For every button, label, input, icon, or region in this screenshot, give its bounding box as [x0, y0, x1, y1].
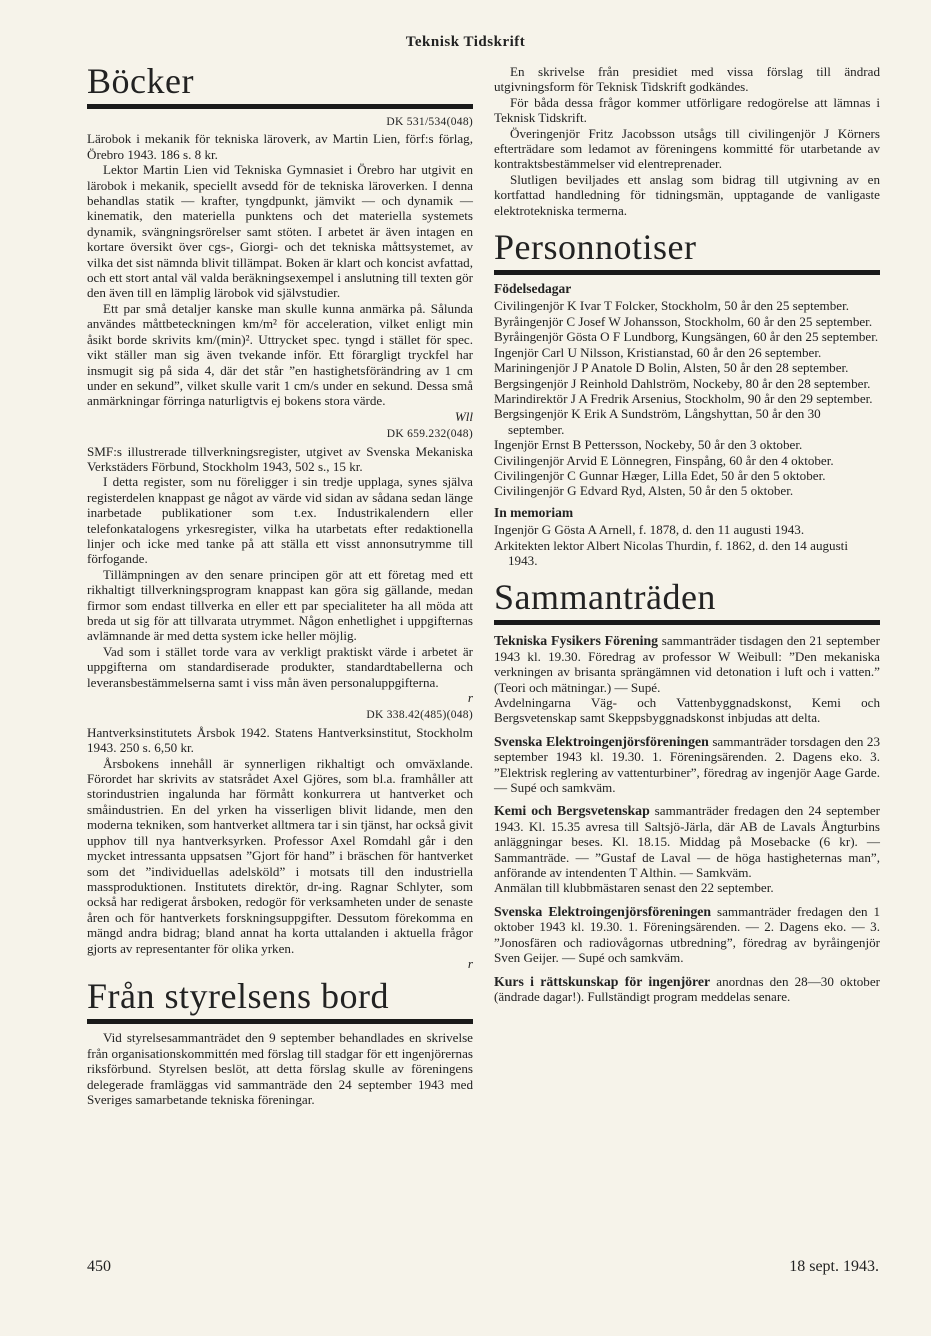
- meeting-extra: Anmälan till klubbmästaren senast den 22 september.: [494, 880, 774, 896]
- list-item: Bergsingenjör K Erik A Sundström, Långshyttan, 50 år den 30 september.: [494, 406, 821, 437]
- board-paragraph: För båda dessa frågor kommer utförligare redogörelse att lämnas i Teknisk Tidskrift.: [494, 94, 880, 126]
- meeting-text: sammanträder fredagen den 1 oktober 1943 kl. 19.30. 1. Föreningsärenden. — 2. Dagens eko. — 3. ”Jonosfären och radiovågornas utbredning”, föredrag av byråingenjör Sven Geijer. — Supé och samkväm.: [494, 903, 880, 966]
- meeting-organizer: Kurs i rättskunskap för ingenjörer: [494, 973, 711, 989]
- meeting-notice: [494, 734, 880, 796]
- meeting-text: sammanträder tisdagen den 21 september 1943 kl. 19.30. Föredrag av professor W Weibull: ”Den mekaniska verkningen av brisanta sprängämnen vid detonation i luft och i vatten.” (Teori och mätningar.) — Supé.: [494, 633, 880, 695]
- meeting-extra: Avdelningarna Väg- och Vattenbyggnadskonst, Kemi och Bergsvetenskap samt Skeppsbyggnadskonst inbjudas att delta.: [494, 695, 880, 726]
- review-heading: SMF:s illustrerade tillverkningsregister, utgivet av Svenska Mekaniska Verkstäders Förbund, Stockholm 1943, 502 s., 15 kr.: [87, 443, 473, 474]
- list-item: Marindirektör J A Fredrik Arsenius, Stockholm, 90 år den 29 september.: [494, 390, 873, 406]
- review-signature: Wll: [454, 408, 473, 424]
- memoriam-heading: In memoriam: [494, 504, 574, 520]
- review-paragraph: Lektor Martin Lien vid Tekniska Gymnasiet i Örebro har utgivit en lärobok i mekanik, speciellt avsedd för de tekniska läroverken. I denna behandlas statik — krafter, tyngdpunkt, jämvikt — och dynamik — kinematik, den materiella punktens och det materiella systemets dynamik, svängningsrörelser samt stöten. I arbetet är även intagen en kortare översikt över cgs-, Giorgi- och det tekniska måttsystemet, av vilka det sist nämnda blivit tillämpat. Boken är klart och koncist avfattad, och ett stort antal väl valda beräkningsexempel i anslutning till texten gör den även till en lämplig lärobok vid självstudier.: [87, 162, 473, 301]
- section-rule: [494, 620, 880, 625]
- meeting-notice: [494, 633, 880, 725]
- board-paragraph: Vid styrelsesammanträdet den 9 september behandlades en skrivelse från organisationskommittén med förslag till stadgar för ett ingenjörernas riksförbund. Styrelsen beslöt, att detta förslag skulle av föreningens delegerade framläggas vid sammanträde den 24 september 1943 med Sveriges samarbetande tekniska föreningar.: [87, 1030, 473, 1107]
- dk-classification: DK 338.42(485)(048): [366, 709, 473, 722]
- review-paragraph: Årsbokens innehåll är synnerligen rikhaltigt och omväxlande. Förordet har skrivits av statsrådet Axel Gjöres, som bl.a. framhåller att storindustrien ingalunda har förmått konkurrera ut hantverket och småindustrien. En del yrken ha visserligen blivit lidande, men den moderna tekniken, som hantverket alltmera tar i sin tjänst, har också givit upphov till nya hantverksyrken. Professor Axel Romdahl går i den mycket intressanta uppsatsen ”Gjort för hand” i bräschen för hantverket som det ”individuellas adelsköld” i motsats till den industriella massproduktionen. Institutets direktör, dr-ing. Ragnar Schlyter, som också har redigerat årsboken, redogör för verksamheten under de senaste åren och för hantverkets forskningsuppgifter. Dessutom förekomma en mängd andra bidrag; bland annat ha korta uttalanden i aktuella frågor gjorts av representanter för olika yrken.: [87, 755, 473, 956]
- review-paragraph: Vad som i stället torde vara av verkligt praktiskt värde i arbetet är uppgifterna om standardiserade produkter, standardtabellerna och leveransbestämmelserna samt i viss mån även personaluppgifterna.: [87, 643, 473, 690]
- meeting-text: sammanträder fredagen den 24 september 1943. Kl. 15.35 avresa till Saltsjö-Järla, där AB de Lavals Ångturbins anläggningar beses. Kl. 18.15. Middag på Mosebacke (6 kr). — Sammanträde. — ”Gustaf de Laval — de höga hastigheternas man”, anförande av intendenten T Althin. — Samkväm.: [494, 803, 880, 881]
- list-item: Mariningenjör J P Anatole D Bolin, Alsten, 50 år den 28 september.: [494, 360, 849, 376]
- meeting-organizer: Tekniska Fysikers Förening: [494, 633, 659, 649]
- list-item: Byråingenjör C Josef W Johansson, Stockholm, 60 år den 25 september.: [494, 313, 873, 329]
- list-item: Civilingenjör G Edvard Ryd, Alsten, 50 år den 5 oktober.: [494, 483, 794, 499]
- list-item: Civilingenjör C Gunnar Hæger, Lilla Edet, 50 år den 5 oktober.: [494, 467, 826, 483]
- list-item: Civilingenjör K Ivar T Folcker, Stockholm, 50 år den 25 september.: [494, 298, 850, 314]
- book-review: [87, 708, 473, 971]
- board-paragraph: En skrivelse från presidiet med vissa förslag till ändrad utgivningsform för Teknisk Tidskrift godkändes.: [494, 64, 880, 95]
- review-heading: Lärobok i mekanik för tekniska läroverk, av Martin Lien, förf:s förlag, Örebro 1943. 186 s. 8 kr.: [87, 131, 473, 162]
- review-paragraph: Ett par små detaljer kanske man skulle kunna anmärka på. Sålunda användes måttbeteckningen km/m² för acceleration, vilket enligt min åsikt borde skrivits km/(min)². Uttrycket spec. tyngd i stället för spec. vikt ställer man sig även tvekande inför. Ett förargligt tryckfel har insmugit sig på sida 4, där det står ”en hastighetsförändring av 1 cm under en sekund”, vilket skulle varit 1 cm/s under en sekund. Dessa små anmärkningar förringa naturligtvis ej bokens stora värde.: [87, 300, 473, 409]
- section-rule: [87, 1019, 473, 1024]
- meeting-text: anordnas den 28—30 oktober (ändrade dagar!). Fullständigt program meddelas senare.: [494, 973, 880, 1004]
- page-number: 450: [87, 1258, 111, 1275]
- issue-date: 18 sept. 1943.: [789, 1258, 879, 1275]
- list-item: Arkitekten lektor Albert Nicolas Thurdin, f. 1862, d. den 14 augusti 1943.: [494, 537, 848, 568]
- birthdays-heading: Födelsedagar: [494, 281, 572, 297]
- meeting-text: sammanträder torsdagen den 23 september 1943 kl. 19.30. 1. Föreningsärenden. 2. Dagens eko. 3. ”Elektrisk reglering av vattenturbiner”, föredrag av ingenjör Aage Garde. — Supé och samkväm.: [494, 733, 880, 796]
- book-review: [87, 427, 473, 705]
- section-rule: [494, 270, 880, 275]
- meeting-organizer: Svenska Elektroingenjörsföreningen: [494, 903, 712, 919]
- list-item: Byråingenjör Gösta O F Lundborg, Kungsängen, 60 år den 25 september.: [494, 329, 879, 345]
- review-signature: r: [467, 955, 473, 971]
- review-signature: r: [467, 690, 473, 706]
- board-section-title: Från styrelsens bord: [87, 976, 389, 1017]
- list-item: Civilingenjör Arvid E Lönnegren, Finspång, 60 år den 4 oktober.: [494, 452, 834, 468]
- meeting-notice: [494, 803, 880, 895]
- masthead: Teknisk Tidskrift: [405, 34, 526, 50]
- meeting-notice: [494, 904, 880, 966]
- left-column: [87, 60, 473, 1107]
- review-paragraph: Tillämpningen av den senare principen gör att ett företag med ett rikhaltigt tillverkningsprogram knappast kan göra sig gällande, medan firmor som endast tillverka en eller ett par specialiteter ha all möda att breda ut sig för att tillvarata utrymmet. Någon enhetlighet i uppgifternas avlämnande är med detta system icke heller möjlig.: [87, 566, 473, 644]
- book-review: [87, 115, 473, 424]
- meeting-organizer: Kemi och Bergsvetenskap: [494, 803, 650, 819]
- board-paragraph: Slutligen beviljades ett anslag som bidrag till utgivning av en kortfattad handledning för tidningsmän, upptagande de vanligaste elektrotekniska termerna.: [494, 171, 880, 218]
- review-heading: Hantverksinstitutets Årsbok 1942. Statens Hantverksinstitut, Stockholm 1943. 250 s. 6,50 kr.: [87, 724, 473, 756]
- personal-section-title: Personnotiser: [494, 227, 697, 268]
- birthdays-list: [494, 298, 880, 498]
- list-item: Ingenjör Carl U Nilsson, Kristianstad, 60 år den 26 september.: [494, 344, 822, 360]
- dk-classification: DK 531/534(048): [386, 116, 473, 128]
- dk-classification: DK 659.232(048): [386, 428, 473, 441]
- section-rule: [87, 104, 473, 109]
- meeting-notice: [494, 974, 880, 1005]
- books-section-title: Böcker: [87, 61, 194, 101]
- right-column: [494, 64, 880, 1004]
- board-paragraph: Överingenjör Fritz Jacobsson utsågs till civilingenjör J Körners efterträdare som ledamot av föreningens kommitté för utarbetande av kontraktsbestämmelser vid elentreprenader.: [494, 125, 880, 172]
- review-paragraph: I detta register, som nu föreligger i sin tredje upplaga, synes själva registerdelen knappast ge något av värde vid sidan av sådana sedan länge inarbetade publikationer som t.ex. Industrikalendern eller telefonkatalogens yrkesregister, vilka ha utarbetats efter redaktionella linjer och icke med tanke på att ställa ett visst annonsutrymme till förfogande.: [87, 474, 473, 567]
- list-item: Ingenjör G Gösta A Arnell, f. 1878, d. den 11 augusti 1943.: [494, 522, 805, 538]
- list-item: Ingenjör Ernst B Pettersson, Nockeby, 50 år den 3 oktober.: [494, 437, 803, 453]
- meeting-organizer: Svenska Elektroingenjörsföreningen: [494, 733, 709, 749]
- list-item: Bergsingenjör J Reinhold Dahlström, Nockeby, 80 år den 28 september.: [494, 375, 871, 391]
- meetings-section-title: Sammanträden: [494, 577, 716, 618]
